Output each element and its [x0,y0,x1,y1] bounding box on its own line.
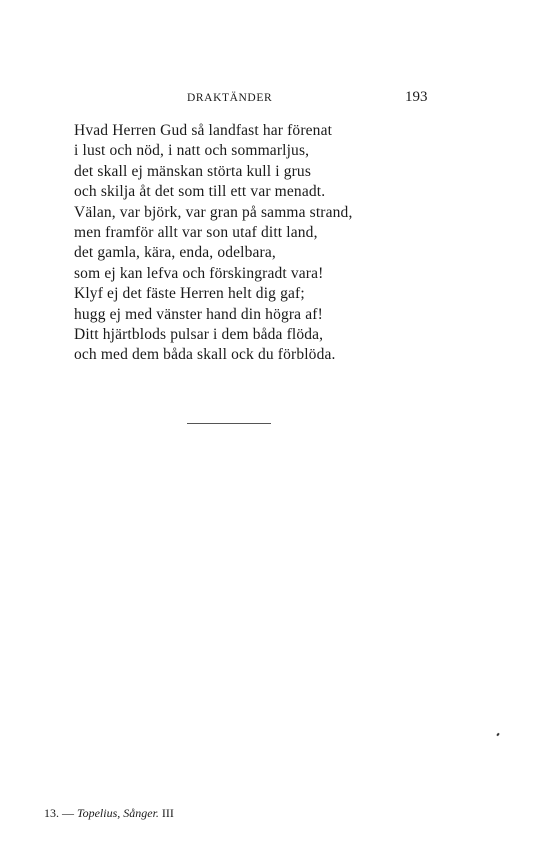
signature-mark [44,806,174,821]
running-head: DRAKTÄNDER [187,92,273,104]
signature-volume: III [161,806,174,820]
poem-line: men framför allt var son utaf ditt land, [74,223,318,241]
poem-line: hugg ej med vänster hand din högra af! [74,305,323,323]
signature-number: 13. — [44,806,74,820]
poem-stanza [74,121,352,366]
end-rule [187,423,271,424]
poem-line: Välan, var björk, var gran på samma strand, [74,203,353,221]
poem-line: som ej kan lefva och förskingradt vara! [74,264,324,282]
poem-line: och med dem båda skall ock du förblöda. [74,346,336,364]
poem-line: och skilja åt det som till ett var menadt. [74,183,326,201]
poem-line: det skall ej mänskan störta kull i grus [74,162,312,180]
poem-line: Hvad Herren Gud så landfast har förenat [74,122,333,139]
signature-title: Topelius, Sånger. [77,806,159,820]
print-speck [496,733,499,737]
poem-line: Klyf ej det fäste Herren helt dig gaf; [74,285,305,303]
page-number: 193 [405,89,428,105]
poem-line: i lust och nöd, i natt och sommarljus, [74,142,310,160]
poem-line: det gamla, kära, enda, odelbara, [74,244,276,262]
poem-line: Ditt hjärtblods pulsar i dem båda flöda, [74,325,324,343]
